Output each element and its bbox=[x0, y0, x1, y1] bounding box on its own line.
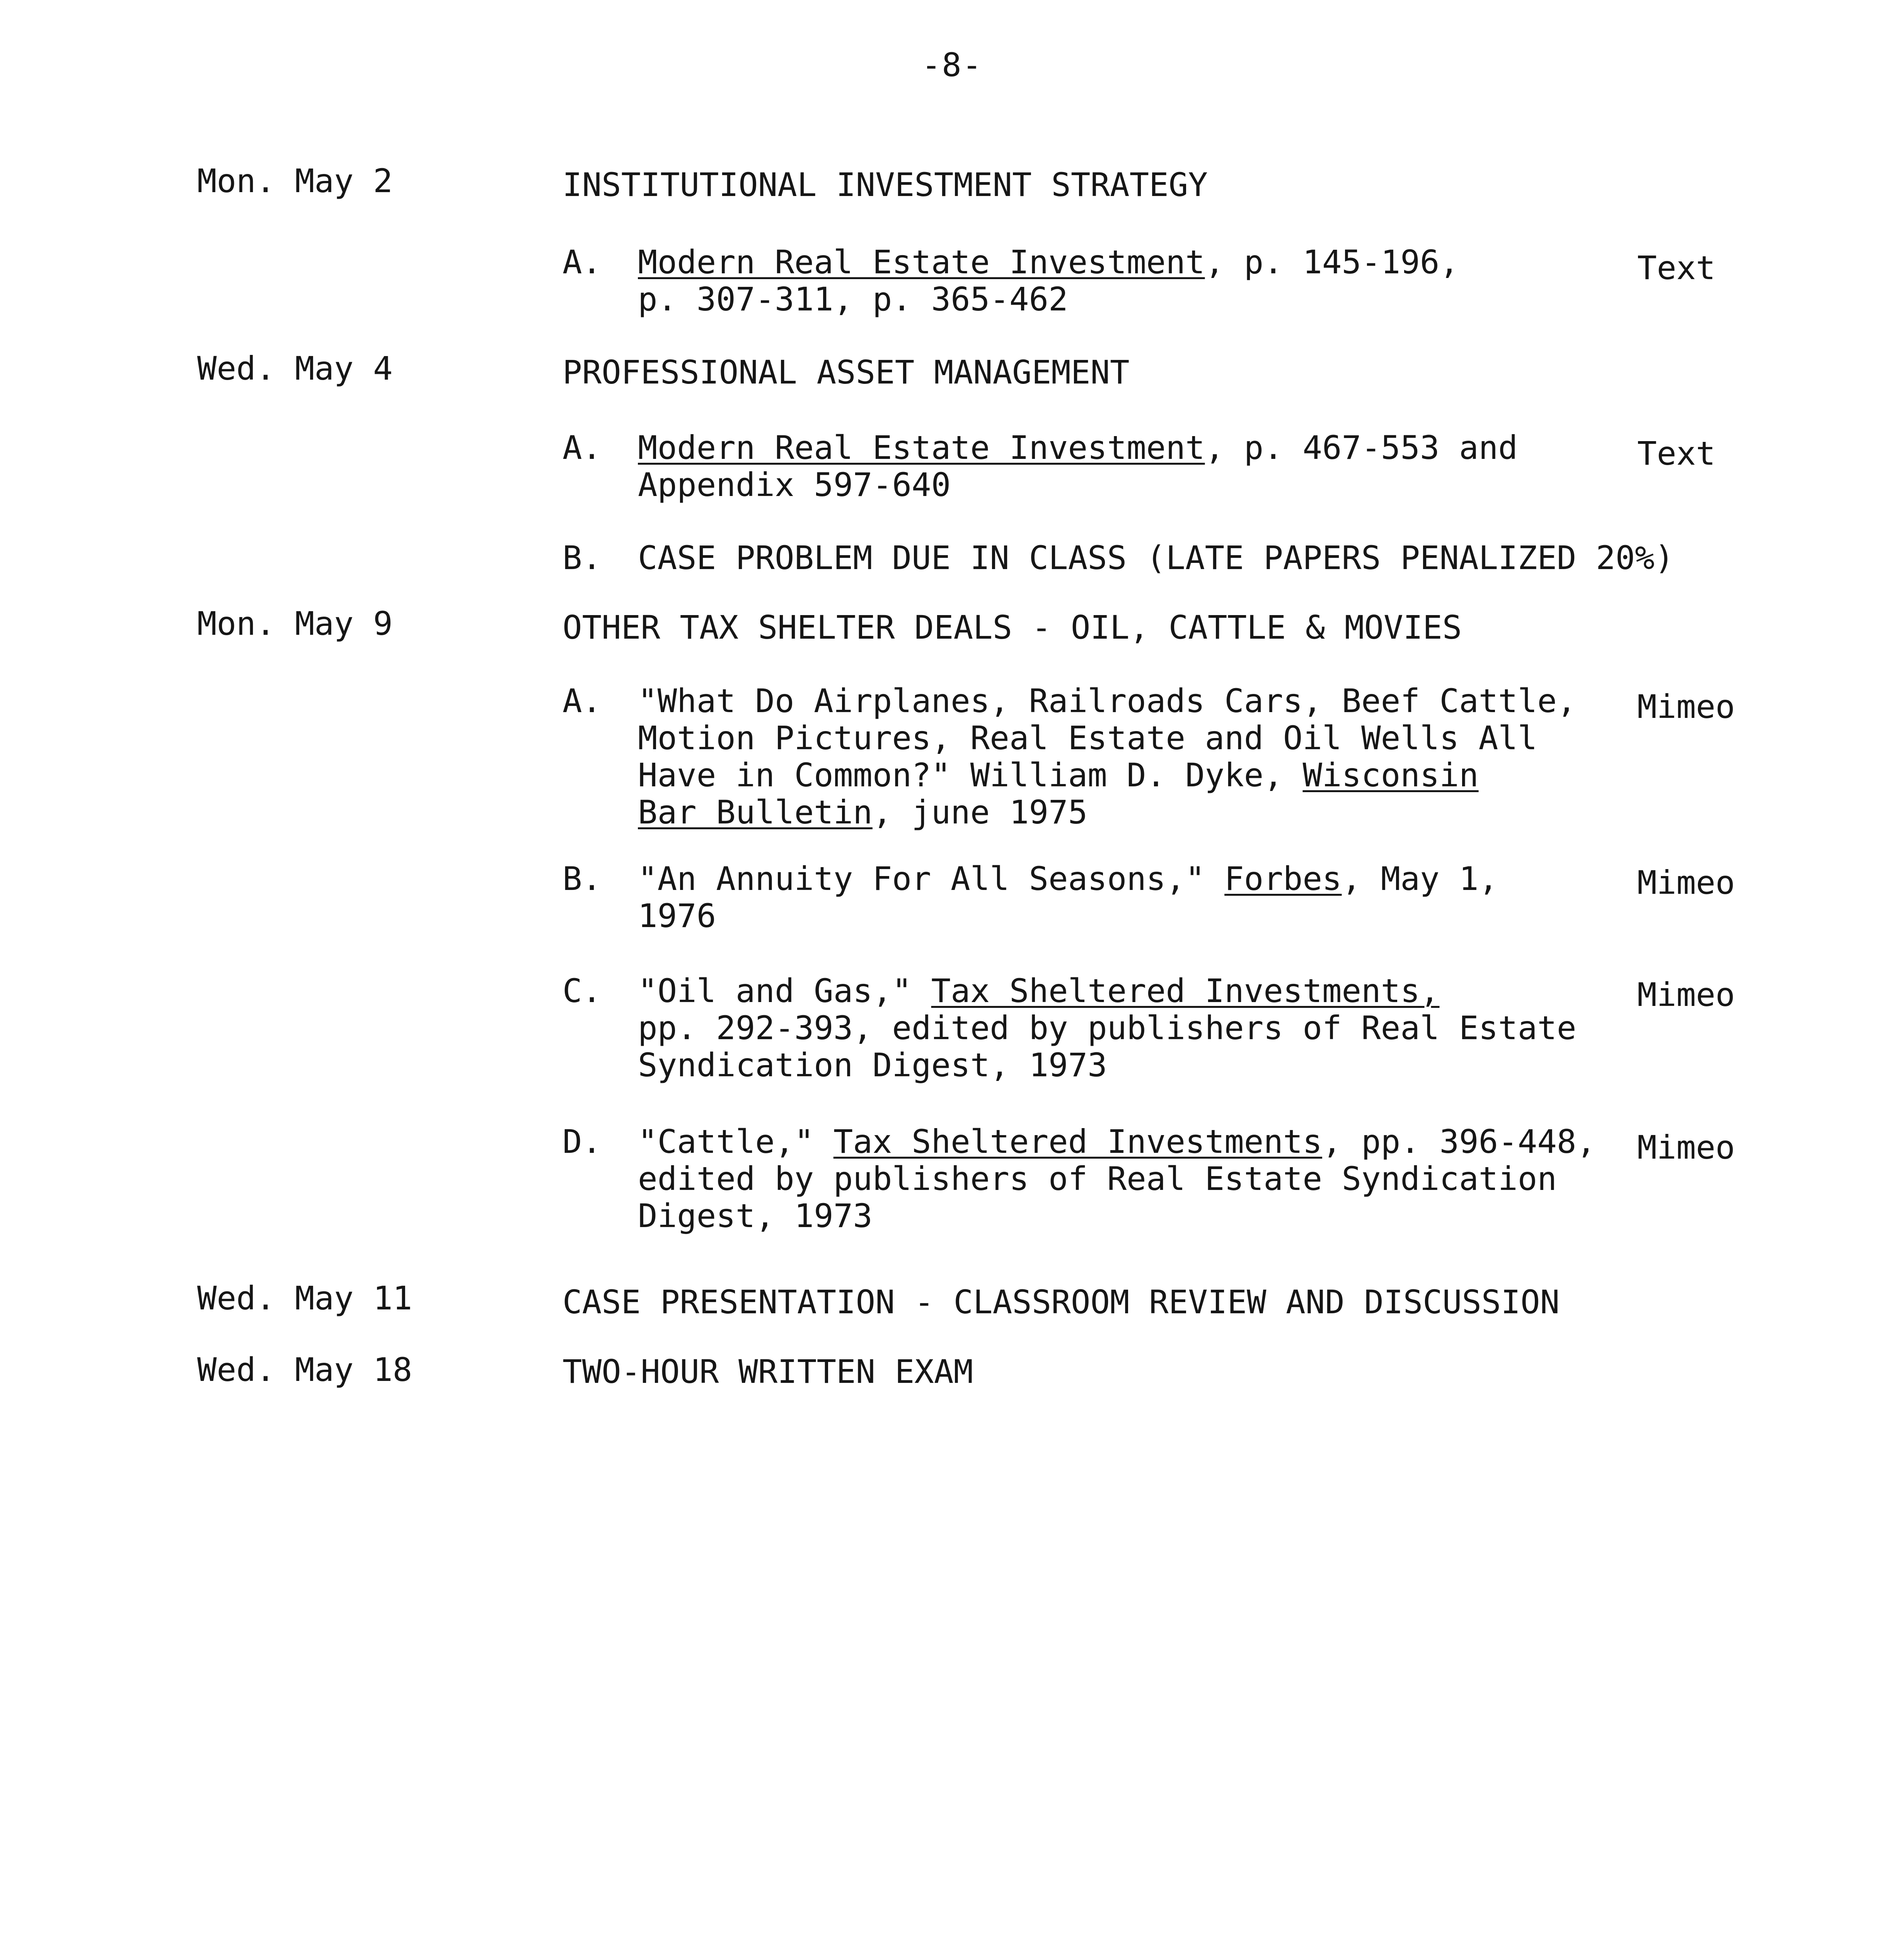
session-topic: OTHER TAX SHELTER DEALS - OIL, CATTLE & MOVIES bbox=[563, 609, 1462, 646]
reading-text: edited by publishers of Real Estate Syndication bbox=[638, 1160, 1557, 1198]
reading-text: Digest, 1973 bbox=[638, 1197, 873, 1235]
session-date: Wed. May 4 bbox=[197, 349, 393, 387]
reading-line bbox=[638, 1160, 1635, 1197]
item-source: Text bbox=[1637, 249, 1716, 287]
publication-title: Tax Sheltered Investments bbox=[833, 1123, 1323, 1161]
reading-item bbox=[638, 539, 1674, 577]
reading-line bbox=[638, 682, 1635, 719]
session-topic: INSTITUTIONAL INVESTMENT STRATEGY bbox=[563, 166, 1208, 204]
publication-title: Modern Real Estate Investment bbox=[638, 243, 1205, 281]
item-letter: D. bbox=[563, 1123, 602, 1161]
reading-item bbox=[638, 682, 1635, 831]
item-letter: B. bbox=[563, 539, 602, 577]
publication-title: Tax Sheltered Investments, bbox=[931, 972, 1440, 1010]
reading-line bbox=[638, 897, 1635, 934]
reading-text: Appendix 597-640 bbox=[638, 466, 951, 504]
item-letter: C. bbox=[563, 972, 602, 1010]
publication-title: Bar Bulletin bbox=[638, 793, 873, 831]
reading-line bbox=[638, 719, 1635, 757]
session-date: Mon. May 2 bbox=[197, 162, 393, 200]
reading-text: Have in Common?" William D. Dyke, bbox=[638, 756, 1303, 794]
item-letter: A. bbox=[563, 682, 602, 720]
reading-line bbox=[638, 757, 1635, 794]
reading-item bbox=[638, 429, 1635, 503]
session-topic: PROFESSIONAL ASSET MANAGEMENT bbox=[563, 353, 1130, 391]
reading-text: p. 307-311, p. 365-462 bbox=[638, 280, 1068, 318]
reading-text: , june 1975 bbox=[872, 793, 1088, 831]
reading-text: , p. 145-196, bbox=[1205, 243, 1459, 281]
item-source: Text bbox=[1637, 435, 1716, 472]
session-date: Mon. May 9 bbox=[197, 605, 393, 643]
reading-line bbox=[638, 429, 1635, 466]
item-source: Mimeo bbox=[1637, 864, 1735, 902]
reading-line bbox=[638, 244, 1635, 281]
reading-text: "Oil and Gas," bbox=[638, 972, 931, 1010]
reading-line bbox=[638, 539, 1674, 577]
reading-line bbox=[638, 1197, 1635, 1234]
session-topic: TWO-HOUR WRITTEN EXAM bbox=[563, 1353, 973, 1391]
item-letter: A. bbox=[563, 429, 602, 467]
reading-text: Syndication Digest, 1973 bbox=[638, 1046, 1107, 1084]
session-topic: CASE PRESENTATION - CLASSROOM REVIEW AND DISCUSSION bbox=[563, 1283, 1560, 1321]
reading-text: CASE PROBLEM DUE IN CLASS (LATE PAPERS PENALIZED 20%) bbox=[638, 539, 1674, 577]
reading-item bbox=[638, 244, 1635, 318]
publication-title: Forbes bbox=[1224, 860, 1342, 898]
reading-text: , May 1, bbox=[1341, 860, 1498, 898]
reading-text: "Cattle," bbox=[638, 1123, 834, 1161]
reading-line bbox=[638, 466, 1635, 503]
reading-text: 1976 bbox=[638, 897, 716, 935]
reading-line bbox=[638, 794, 1635, 831]
reading-text: "An Annuity For All Seasons," bbox=[638, 860, 1225, 898]
reading-line bbox=[638, 1047, 1635, 1084]
item-source: Mimeo bbox=[1637, 976, 1735, 1014]
item-source: Mimeo bbox=[1637, 688, 1735, 726]
session-date: Wed. May 11 bbox=[197, 1279, 413, 1317]
item-letter: B. bbox=[563, 860, 602, 898]
page-number: -8- bbox=[921, 46, 983, 84]
publication-title: Modern Real Estate Investment bbox=[638, 429, 1205, 467]
reading-text: Motion Pictures, Real Estate and Oil Wells All bbox=[638, 719, 1538, 757]
reading-line bbox=[638, 281, 1635, 318]
reading-line bbox=[638, 972, 1635, 1009]
reading-line bbox=[638, 1009, 1635, 1047]
item-source: Mimeo bbox=[1637, 1128, 1735, 1166]
reading-text: , p. 467-553 and bbox=[1205, 429, 1518, 467]
item-letter: A. bbox=[563, 243, 602, 281]
reading-item bbox=[638, 860, 1635, 934]
reading-line bbox=[638, 1123, 1635, 1160]
reading-text: pp. 292-393, edited by publishers of Real Estate bbox=[638, 1009, 1577, 1047]
reading-item bbox=[638, 1123, 1635, 1234]
reading-text: "What Do Airplanes, Railroads Cars, Beef Cattle, bbox=[638, 682, 1577, 720]
session-date: Wed. May 18 bbox=[197, 1351, 413, 1389]
reading-line bbox=[638, 860, 1635, 897]
reading-item bbox=[638, 972, 1635, 1084]
reading-text: , pp. 396-448, bbox=[1322, 1123, 1596, 1161]
publication-title: Wisconsin bbox=[1302, 756, 1479, 794]
